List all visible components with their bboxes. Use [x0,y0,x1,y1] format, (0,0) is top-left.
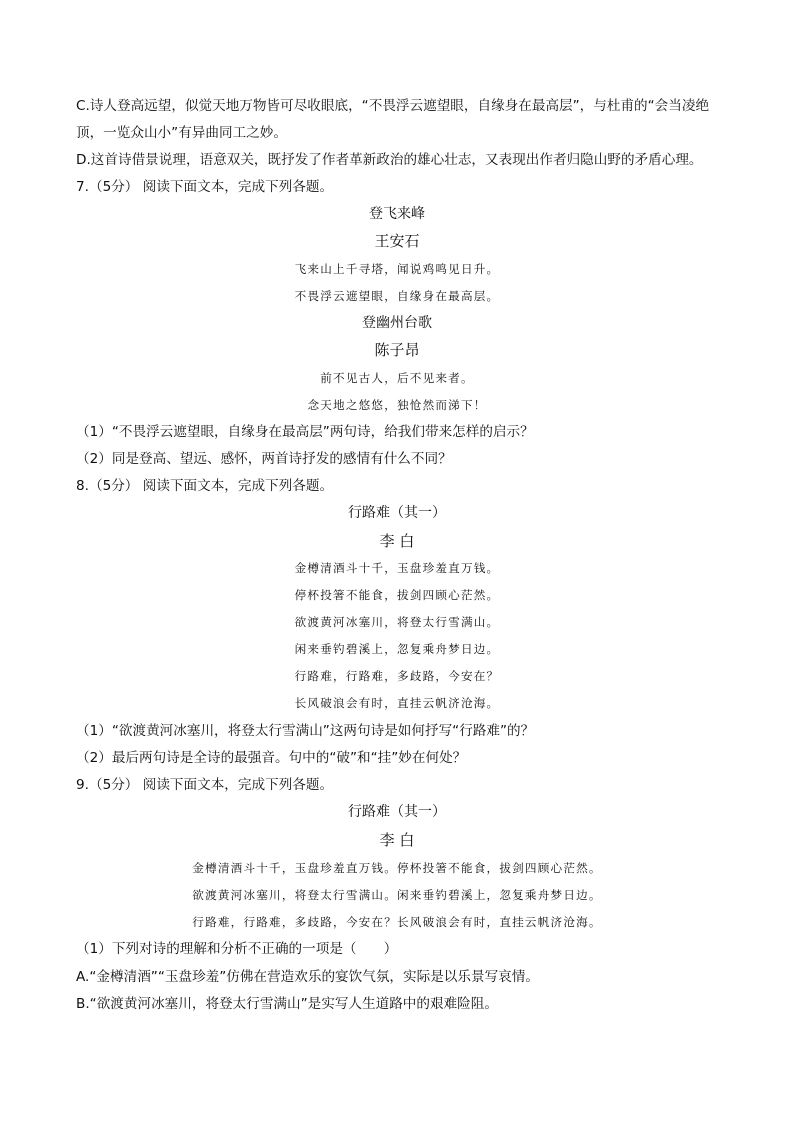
poem-line: 飞来山上千寻塔，闻说鸡鸣见日升。 [294,262,500,276]
sub-question: （2）最后两句诗是全诗的最强音。句中的“破”和“挂”妙在何处？ [76,750,467,766]
question-8-header: 8.（5分） 阅读下面文本，完成下列各题。 [76,478,334,494]
question-9-header: 9.（5分） 阅读下面文本，完成下列各题。 [76,777,334,793]
sub-question: （1）“欲渡黄河冰塞川，将登太行雪满山”这两句诗是如何抒写“行路难”的？ [76,723,535,739]
poem-line: 闲来垂钓碧溪上，忽复乘舟梦日边。 [294,642,500,656]
poem-line: 前不见古人，后不见来者。 [320,371,474,385]
poem-author: 李 白 [379,532,415,550]
sub-question: （1）下列对诗的理解和分析不正确的一项是（ ） [76,941,398,957]
poem-title: 行路难（其一） [348,804,446,820]
sub-question: （2）同是登高、望远、感怀，两首诗抒发的感情有什么不同？ [76,451,452,467]
option-d-line: D.这首诗借景说理，语意双关，既抒发了作者革新政治的雄心壮志，又表现出作者归隐山野的矛盾心理。 [76,152,703,168]
option-b: B.“欲渡黄河冰塞川，将登太行雪满山”是实写人生道路中的艰难险阻。 [76,996,498,1012]
poem-line: 欲渡黄河冰塞川，将登太行雪满山。闲来垂钓碧溪上，忽复乘舟梦日边。 [192,888,602,902]
poem-title: 行路难（其一） [348,505,446,521]
poem-author: 李 白 [379,831,415,849]
poem-line: 念天地之悠悠，独怆然而涕下！ [307,398,487,412]
option-c-line-2: 顶，一览众山小”有异曲同工之妙。 [76,125,287,141]
poem-line: 欲渡黄河冰塞川，将登太行雪满山。 [294,615,500,629]
poem-author: 王安石 [374,232,420,250]
option-a: A.“金樽清酒”“玉盘珍羞”仿佛在营造欢乐的宴饮气氛，实际是以乐景写哀情。 [76,969,539,985]
poem-line: 金樽清酒斗十千，玉盘珍羞直万钱。 [294,561,500,575]
poem-line: 行路难，行路难，多歧路，今安在？ [294,669,500,683]
option-c-line-1: C.诗人登高远望，似觉天地万物皆可尽收眼底，“不畏浮云遮望眼，自缘身在最高层”，与杜甫的“会当凌绝 [76,98,710,114]
poem-line: 不畏浮云遮望眼，自缘身在最高层。 [294,289,500,303]
question-7-header: 7.（5分） 阅读下面文本，完成下列各题。 [76,179,334,195]
poem-author: 陈子昂 [374,341,420,359]
poem-title: 登飞来峰 [369,206,425,222]
poem-title: 登幽州台歌 [362,315,432,331]
poem-line: 行路难，行路难，多歧路，今安在？长风破浪会有时，直挂云帆济沧海。 [192,915,602,929]
poem-line: 长风破浪会有时，直挂云帆济沧海。 [294,696,500,710]
sub-question: （1）“不畏浮云遮望眼，自缘身在最高层”两句诗，给我们带来怎样的启示？ [76,424,534,440]
poem-line: 停杯投箸不能食，拔剑四顾心茫然。 [294,588,500,602]
poem-line: 金樽清酒斗十千，玉盘珍羞直万钱。停杯投箸不能食，拔剑四顾心茫然。 [192,861,602,875]
